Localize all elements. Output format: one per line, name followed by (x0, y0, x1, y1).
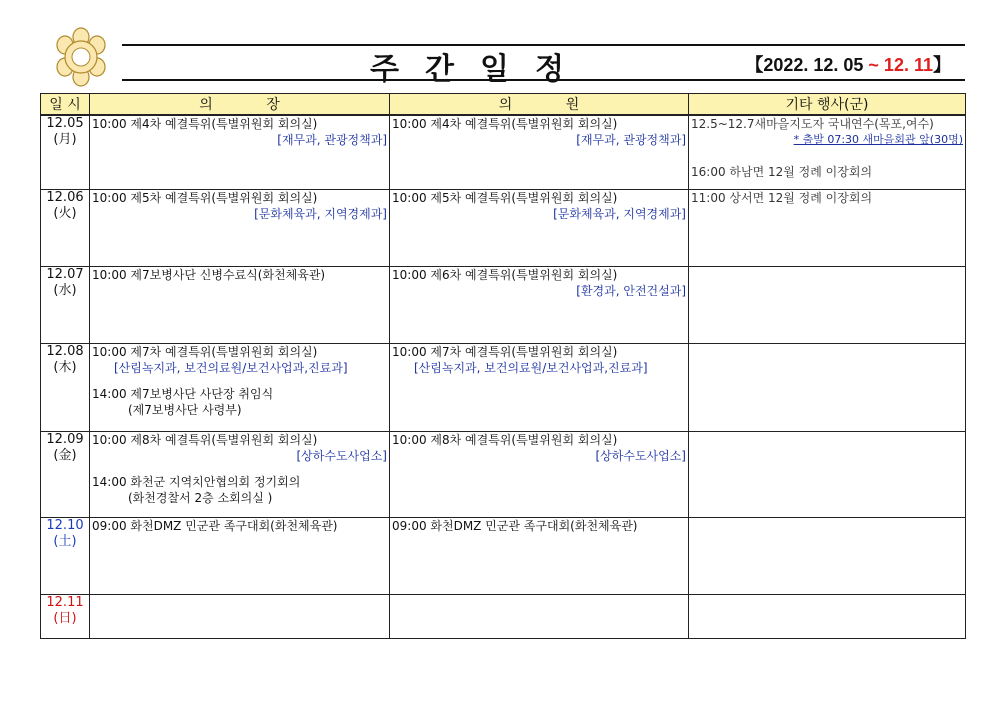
table-row (41, 594, 966, 638)
column-header-date: 일 시 (41, 94, 90, 116)
member-cell: 10:00 제5차 예결특위(특별위원회 회의실) [문화체육과, 지역경제과] (390, 189, 689, 266)
council-emblem-icon (50, 26, 112, 88)
column-header-member: 의 원 (390, 94, 689, 116)
date-cell: 12.10 (土) (41, 517, 90, 594)
chair-cell: 10:00 제8차 예결특위(특별위원회 회의실) [상하수도사업소] 14:00 화천군 지역치안협의회 정기회의 (화천경찰서 2층 소회의실 ) (90, 431, 390, 517)
table-row (41, 517, 966, 594)
date-cell: 12.08 (木) (41, 343, 90, 431)
chair-cell: 10:00 제7차 예결특위(특별위원회 회의실) [산림녹지과, 보건의료원/보건사업과,진료과] 14:00 제7보병사단 사단장 취임식 (제7보병사단 사령부) (90, 343, 390, 431)
member-cell (390, 594, 689, 638)
other-cell (689, 266, 966, 343)
date-cell: 12.09 (金) (41, 431, 90, 517)
page-title: 주간일정 (370, 52, 590, 87)
table-header-row (41, 94, 966, 116)
date-cell: 12.11 (日) (41, 594, 90, 638)
chair-cell: 10:00 제5차 예결특위(특별위원회 회의실) [문화체육과, 지역경제과] (90, 189, 390, 266)
table-row (41, 189, 966, 266)
table-row (41, 266, 966, 343)
table-row (41, 115, 966, 189)
chair-cell: 09:00 화천DMZ 민군관 족구대회(화천체육관) (90, 517, 390, 594)
chair-cell: 10:00 제4차 예결특위(특별위원회 회의실) [재무과, 관광정책과] (90, 115, 390, 189)
member-cell: 09:00 화천DMZ 민군관 족구대회(화천체육관) (390, 517, 689, 594)
table-row (41, 343, 966, 431)
other-cell (689, 517, 966, 594)
other-cell: 12.5~12.7새마을지도자 국내연수(목포,여수) * 출발 07:30 새마을회관 앞(30명) 16:00 하남면 12월 정례 이장회의 (689, 115, 966, 189)
member-cell: 10:00 제6차 예결특위(특별위원회 회의실) [환경과, 안전건설과] (390, 266, 689, 343)
date-cell: 12.05 (月) (41, 115, 90, 189)
member-cell: 10:00 제7차 예결특위(특별위원회 회의실) [산림녹지과, 보건의료원/보건사업과,진료과] (390, 343, 689, 431)
column-header-chair: 의 장 (90, 94, 390, 116)
chair-cell: 10:00 제7보병사단 신병수료식(화천체육관) (90, 266, 390, 343)
other-cell: 11:00 상서면 12월 정례 이장회의 (689, 189, 966, 266)
date-cell: 12.07 (水) (41, 266, 90, 343)
other-cell (689, 431, 966, 517)
other-cell (689, 343, 966, 431)
member-cell: 10:00 제8차 예결특위(특별위원회 회의실) [상하수도사업소] (390, 431, 689, 517)
member-cell: 10:00 제4차 예결특위(특별위원회 회의실) [재무과, 관광정책과] (390, 115, 689, 189)
page-header (40, 20, 965, 90)
period-label: 【2022. 12. 05 ~ 12. 11】 (745, 55, 951, 75)
chair-cell (90, 594, 390, 638)
date-cell: 12.06 (火) (41, 189, 90, 266)
column-header-other: 기타 행사(군) (689, 94, 966, 116)
other-cell (689, 594, 966, 638)
table-row (41, 431, 966, 517)
weekly-schedule-table (40, 93, 966, 639)
